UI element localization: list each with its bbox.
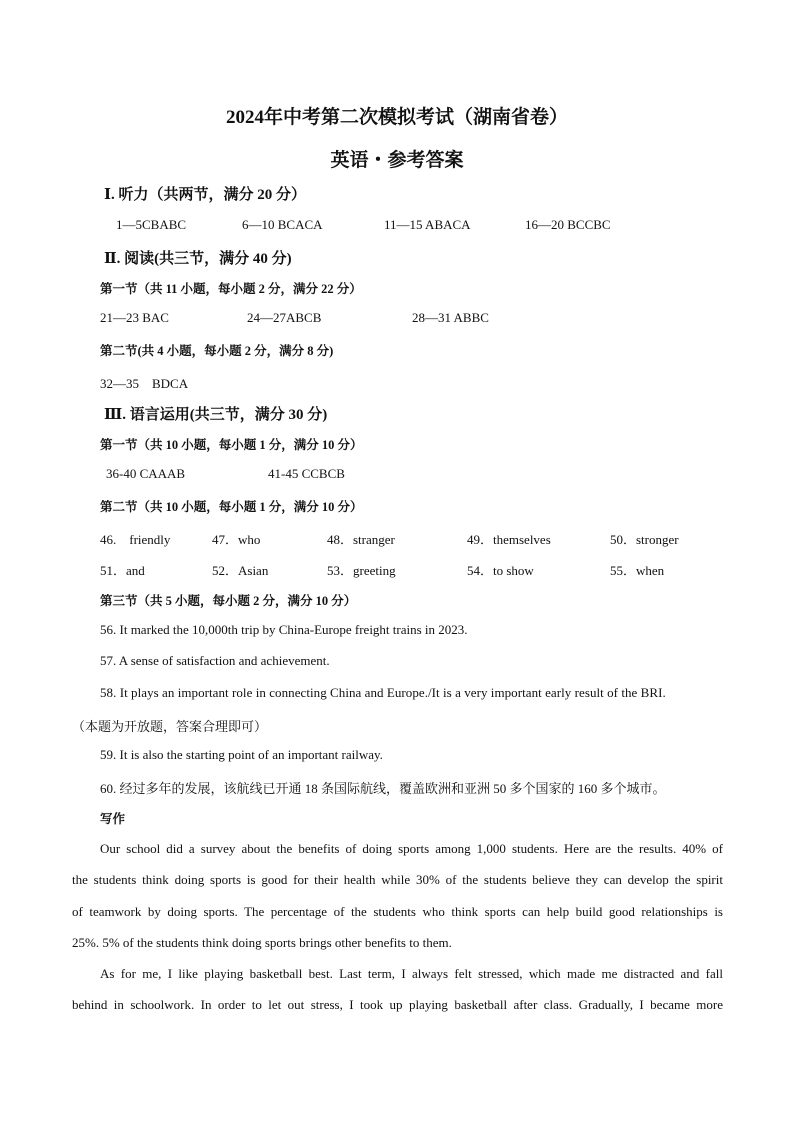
reading-part2-answer-1: 32—35 BDCA (100, 376, 189, 391)
language-heading: Ⅲ. 语言运用(共三节，满分 30 分) (104, 407, 328, 423)
writing-p1-line-1: Our school did a survey about the benefits of doing sports among 1,000 students. Here are the results. 40% of (100, 841, 723, 856)
answer-58-note: （本题为开放题，答案合理即可） (72, 719, 268, 734)
fill-answer-49: 49．themselves (467, 532, 551, 547)
listening-heading: Ⅰ. 听力（共两节，满分 20 分） (104, 187, 307, 203)
writing-paragraph-2 (72, 958, 723, 1021)
language-part1-heading: 第一节（共 10 小题，每小题 1 分，满分 10 分） (100, 438, 363, 452)
reading-heading: Ⅱ. 阅读(共三节，满分 40 分) (104, 251, 292, 267)
page-subtitle: 英语・参考答案 (330, 150, 464, 171)
reading-part1-answer-3: 28—31 ABBC (412, 310, 489, 325)
fill-answer-53: 53．greeting (327, 563, 396, 578)
answer-56: 56. It marked the 10,000th trip by China-Europe freight trains in 2023. (100, 622, 468, 637)
page-title: 2024年中考第二次模拟考试（湖南省卷） (225, 107, 568, 128)
fill-answer-46: 46. friendly (100, 532, 171, 547)
answer-59: 59. It is also the starting point of an important railway. (100, 747, 383, 762)
writing-p1-line-3: of teamwork by doing sports. The percentage of the students who think sports can help build good relationships is (72, 903, 723, 919)
answer-57: 57. A sense of satisfaction and achievement. (100, 653, 330, 668)
listening-answer-1: 1—5CBABC (116, 217, 187, 232)
fill-answer-47: 47．who (212, 532, 261, 547)
fill-answer-48: 48．stranger (327, 532, 395, 547)
writing-p1-line-4: 25%. 5% of the students think doing sports brings other benefits to them. (72, 934, 452, 950)
reading-part2-heading: 第二节(共 4 小题，每小题 2 分，满分 8 分) (100, 344, 334, 358)
listening-answer-2: 6—10 BCACA (242, 217, 323, 232)
listening-answer-4: 16—20 BCCBC (525, 217, 611, 232)
fill-answer-54: 54．to show (467, 563, 534, 578)
answer-60: 60. 经过多年的发展，该航线已开通 18 条国际航线，覆盖欧洲和亚洲 50 多个国家的 160 多个城市。 (100, 781, 666, 796)
reading-part1-heading: 第一节（共 11 小题，每小题 2 分，满分 22 分） (100, 282, 362, 296)
writing-p2-line-2: behind in schoolwork. In order to let out stress, I took up playing basketball after class. Gradually, I became more (72, 997, 723, 1013)
language-part3-heading: 第三节（共 5 小题，每小题 2 分，满分 10 分） (100, 594, 357, 608)
fill-answer-52: 52．Asian (212, 563, 269, 578)
answer-58: 58. It plays an important role in connecting China and Europe./It is a very important early result of the BRI. (100, 685, 666, 700)
writing-paragraph-1 (72, 833, 723, 958)
listening-answer-3: 11—15 ABACA (384, 217, 471, 232)
language-part1-answer-1: 36-40 CAAAB (106, 466, 186, 481)
writing-heading: 写作 (100, 812, 126, 826)
reading-part1-answer-1: 21—23 BAC (100, 310, 169, 325)
language-part2-heading: 第二节（共 10 小题，每小题 1 分，满分 10 分） (100, 500, 363, 514)
writing-p2-line-1: As for me, I like playing basketball best. Last term, I always felt stressed, which made me distracted and fall (100, 966, 723, 981)
fill-answer-51: 51．and (100, 563, 145, 578)
language-part1-answer-2: 41-45 CCBCB (268, 466, 345, 481)
reading-part1-answer-2: 24—27ABCB (247, 310, 322, 325)
writing-p1-line-2: the students think doing sports is good for their health while 30% of the students believe they can develop the spirit (72, 872, 723, 888)
fill-answer-50: 50．stronger (610, 532, 679, 547)
fill-answer-55: 55．when (610, 563, 665, 578)
